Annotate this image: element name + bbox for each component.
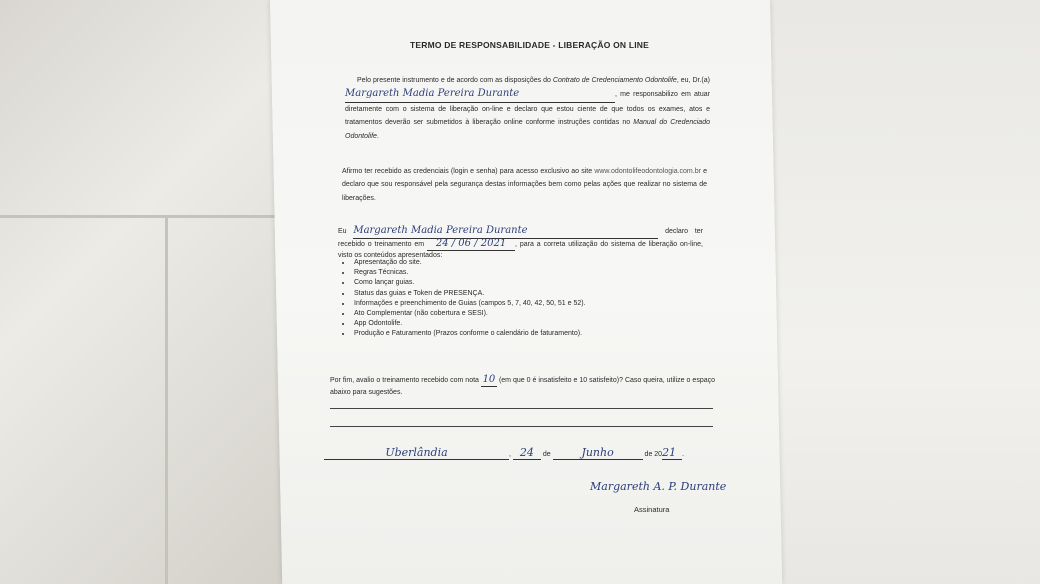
date-line: Uberlândia , 24 de Junho de 2021 .: [324, 446, 724, 460]
list-item: • Informações e preenchimento de Guias (campos 5, 7, 40, 42, 50, 51 e 52).: [352, 299, 586, 309]
score-field: 10: [482, 374, 496, 385]
list-item: • Como lançar guias.: [352, 278, 586, 288]
city-field: Uberlândia: [324, 446, 509, 460]
list-item: • Regras Técnicas.: [352, 268, 586, 278]
list-item: • Status das guias e Token de PRESENÇA.: [352, 289, 586, 299]
year-field: 21: [662, 446, 682, 460]
list-item: • Produção e Faturamento (Prazos conforme o calendário de faturamento).: [352, 329, 586, 339]
website-text: www.odontolifeodontologia.com.br: [594, 168, 701, 175]
training-date-field: 24 / 06 / 2021: [427, 239, 515, 252]
document-title: TERMO DE RESPONSABILIDADE - LIBERAÇÃO ON LINE: [410, 40, 649, 50]
content-list: [340, 258, 586, 340]
doctor-name-field: [345, 87, 615, 102]
paragraph-4: Por fim, avalio o treinamento recebido com nota 10 (em que 0 é insatisfeito e 10 satisfeito)? Caso queira, utilize o espaço abaixo para sugestões.: [330, 374, 716, 396]
paragraph-1: Pelo presente instrumento e de acordo com as disposições do Contrato de Credenciamento Odontolife, eu, Dr.(a) Margareth Madia Pereira Durante , me responsabilizo em atuar diretamente com o sistema de liberação on-line e declaro que estou ciente de que todos os exames, atos e tratamentos deverão ser submetidos à liberação online conforme instruções contidas no Manual do Credenciado Odontolife.: [345, 77, 710, 140]
name-field: Margareth Madia Pereira Durante: [353, 226, 658, 239]
day-field: 24: [513, 446, 541, 460]
handwritten-signature: Margareth A. P. Durante: [590, 480, 727, 493]
paragraph-2: Afirmo ter recebido as credenciais (login e senha) para acesso exclusivo ao site www.odontolifeodontologia.com.br e declaro que sou responsável pela segurança destas informações bem como pelas ações que realizar no sistema de liberações.: [342, 168, 707, 202]
paragraph-3: Eu Margareth Madia Pereira Durante declaro ter recebido o treinamento em 24 / 06 / 2021 , para a correta utilização do sistema de liberação on-line, visto os conteúdos apresentados:: [338, 225, 703, 259]
suggestion-line-1: [330, 408, 713, 409]
list-item: • Ato Complementar (não cobertura e SESI).: [352, 309, 586, 319]
list-item: • Apresentação do site.: [352, 258, 586, 268]
handwritten-name: Margareth Madia Pereira Durante: [345, 88, 520, 100]
month-field: Junho: [553, 446, 643, 460]
suggestion-line-2: [330, 426, 713, 427]
signature-label: Assinatura: [634, 505, 670, 514]
list-item: • App Odontolife.: [352, 319, 586, 329]
